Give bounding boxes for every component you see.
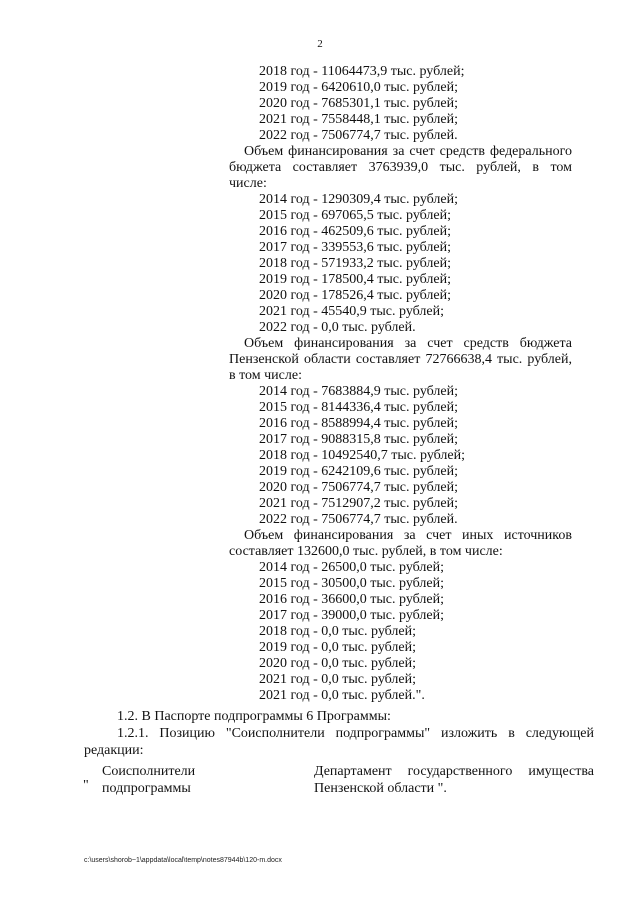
- list-item: 2020 год - 7685301,1 тыс. рублей;: [259, 96, 459, 111]
- regional-intro-line: Объем финансирования за счет средств бюджета: [244, 336, 572, 351]
- section-paragraph-line: редакции:: [84, 743, 144, 758]
- list-item: 2017 год - 9088315,8 тыс. рублей;: [259, 432, 459, 447]
- list-item: 2021 год - 7558448,1 тыс. рублей;: [259, 112, 459, 127]
- section-heading: 1.2. В Паспорте подпрограммы 6 Программы:: [117, 709, 391, 724]
- list-item: 2022 год - 0,0 тыс. рублей.: [259, 320, 416, 335]
- list-item: 2018 год - 11064473,9 тыс. рублей;: [259, 64, 465, 79]
- funding-continuation-list: [229, 64, 572, 704]
- list-item: 2017 год - 339553,6 тыс. рублей;: [259, 240, 452, 255]
- list-item: 2020 год - 178526,4 тыс. рублей;: [259, 288, 452, 303]
- position-value-cell: [314, 763, 594, 797]
- list-item: 2021 год - 45540,9 тыс. рублей;: [259, 304, 445, 319]
- list-item: 2014 год - 26500,0 тыс. рублей;: [259, 560, 445, 575]
- opening-quote-mark: ": [83, 778, 89, 793]
- section-1-2: [84, 708, 594, 759]
- regional-intro-line: в том числе:: [229, 368, 302, 383]
- position-label-line: подпрограммы: [102, 781, 191, 796]
- list-item: 2014 год - 7683884,9 тыс. рублей;: [259, 384, 459, 399]
- list-item: 2019 год - 6242109,6 тыс. рублей;: [259, 464, 459, 479]
- other-intro-line: составляет 132600,0 тыс. рублей, в том числе:: [229, 544, 503, 559]
- federal-intro-line: бюджета составляет 3763939,0 тыс. рублей, в том: [229, 160, 572, 175]
- list-item: 2019 год - 178500,4 тыс. рублей;: [259, 272, 452, 287]
- list-item: 2017 год - 39000,0 тыс. рублей;: [259, 608, 445, 623]
- list-item: 2018 год - 10492540,7 тыс. рублей;: [259, 448, 466, 463]
- list-item: 2016 год - 36600,0 тыс. рублей;: [259, 592, 445, 607]
- position-label-cell: [102, 763, 282, 797]
- list-item: 2015 год - 697065,5 тыс. рублей;: [259, 208, 452, 223]
- other-intro-line: Объем финансирования за счет иных источников: [244, 528, 572, 543]
- section-paragraph-line: 1.2.1. Позицию "Соисполнители подпрограммы" изложить в следующей: [117, 726, 594, 741]
- list-item: 2020 год - 7506774,7 тыс. рублей;: [259, 480, 459, 495]
- list-item: 2021 год - 0,0 тыс. рублей.".: [259, 688, 425, 703]
- list-item: 2020 год - 0,0 тыс. рублей;: [259, 656, 417, 671]
- list-item: 2018 год - 0,0 тыс. рублей;: [259, 624, 417, 639]
- list-item: 2014 год - 1290309,4 тыс. рублей;: [259, 192, 459, 207]
- file-path-footer: c:\users\shorob~1\appdata\local\temp\notes87944b\120-m.docx: [84, 857, 282, 864]
- list-item: 2015 год - 8144336,4 тыс. рублей;: [259, 400, 459, 415]
- list-item: 2022 год - 7506774,7 тыс. рублей.: [259, 512, 458, 527]
- list-item: 2019 год - 0,0 тыс. рублей;: [259, 640, 417, 655]
- list-item: 2022 год - 7506774,7 тыс. рублей.: [259, 128, 458, 143]
- page-number: 2: [317, 38, 323, 50]
- federal-intro-line: числе:: [229, 176, 267, 191]
- regional-intro-line: Пензенской области составляет 72766638,4 тыс. рублей,: [229, 352, 572, 367]
- list-item: 2021 год - 0,0 тыс. рублей;: [259, 672, 417, 687]
- list-item: 2015 год - 30500,0 тыс. рублей;: [259, 576, 445, 591]
- list-item: 2021 год - 7512907,2 тыс. рублей;: [259, 496, 459, 511]
- list-item: 2016 год - 462509,6 тыс. рублей;: [259, 224, 452, 239]
- position-value-line: Пензенской области ".: [314, 781, 447, 796]
- list-item: 2018 год - 571933,2 тыс. рублей;: [259, 256, 452, 271]
- position-value-line: Департамент государственного имущества: [314, 764, 594, 779]
- federal-intro-line: Объем финансирования за счет средств федерального: [244, 144, 572, 159]
- list-item: 2016 год - 8588994,4 тыс. рублей;: [259, 416, 459, 431]
- list-item: 2019 год - 6420610,0 тыс. рублей;: [259, 80, 459, 95]
- position-label-line: Соисполнители: [102, 764, 196, 779]
